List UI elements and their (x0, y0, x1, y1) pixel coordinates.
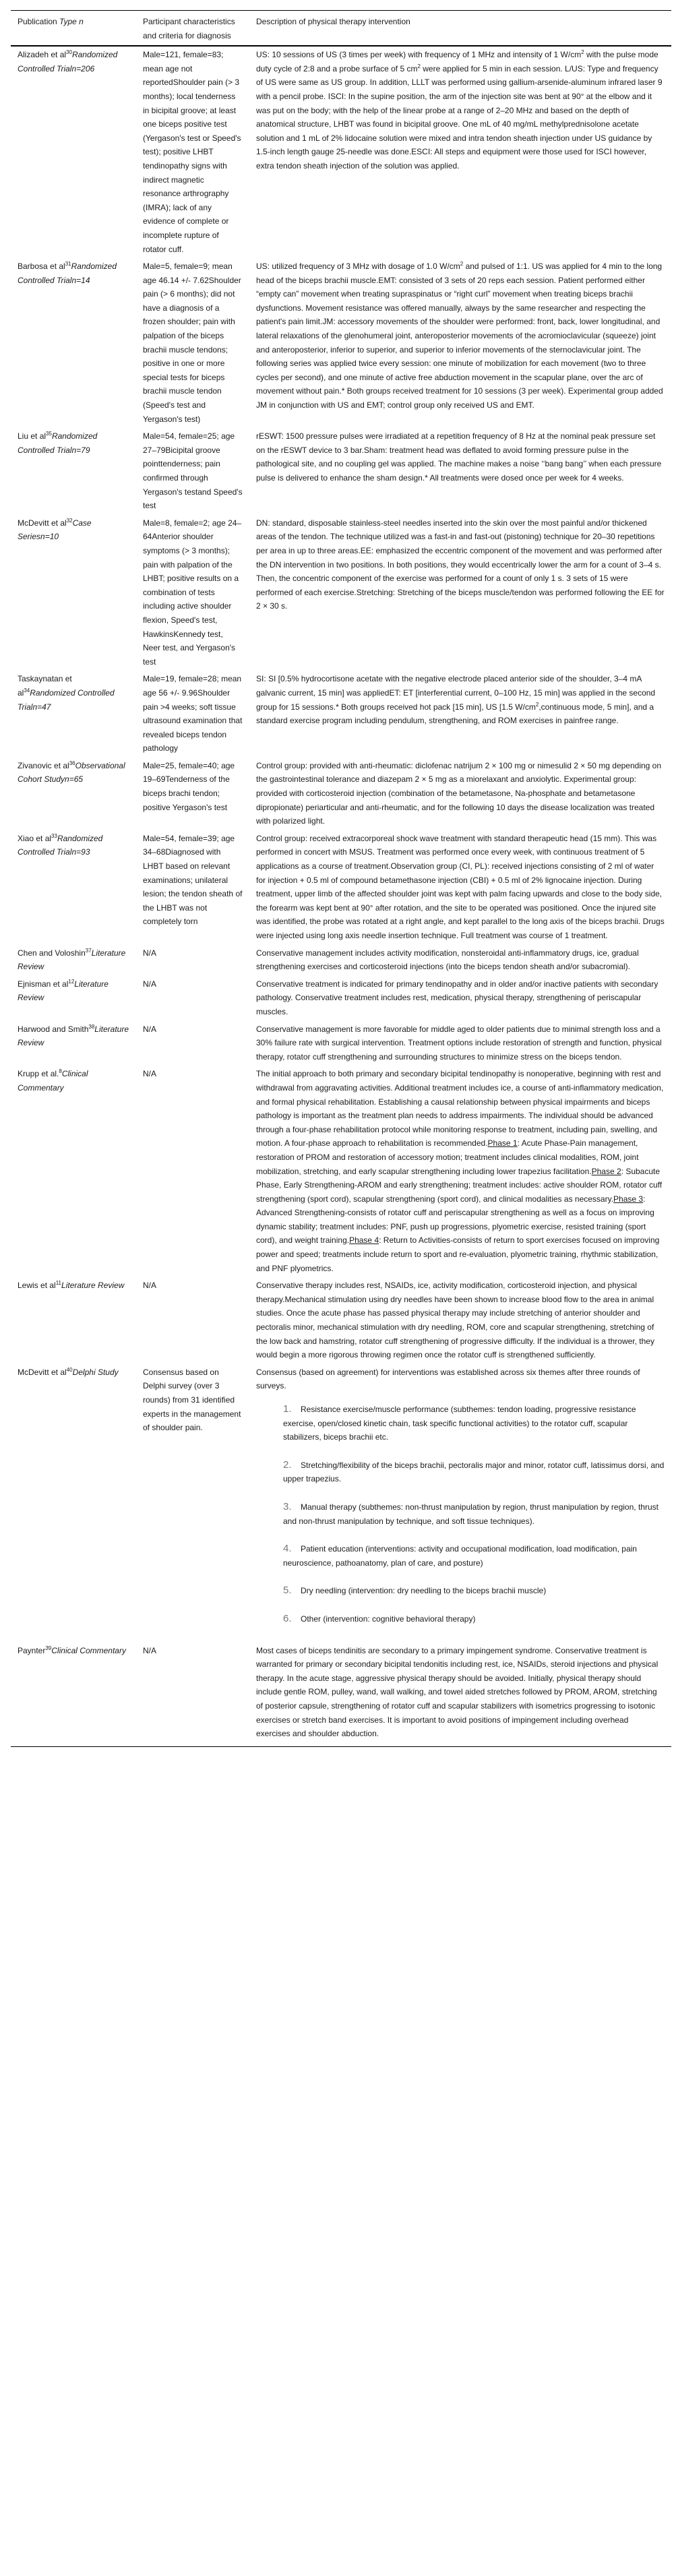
participant-characteristics-cell: N/A (143, 948, 157, 958)
publication-type-text: Literature Review (18, 1024, 129, 1048)
table-row (11, 1643, 671, 1747)
publication-cell (11, 428, 136, 515)
table-row (11, 830, 671, 945)
text-segment: : Advanced Strengthening-consists of rotator cuff and periscapular strengthening as well as a focus on improving dynamic stability; treatment includes: PNF, push up progressions, plyometric exercise, resisted training (sport cord), and weight training. (256, 1194, 654, 1246)
citation-superscript: 37 (85, 947, 92, 954)
intervention-description-cell (249, 428, 671, 515)
publication-type-text: Randomized Controlled Trialn=14 (18, 262, 117, 285)
participant-characteristics-cell: N/A (143, 979, 157, 989)
intervention-description-cell (249, 945, 671, 976)
list-item (283, 1584, 665, 1598)
participant-characteristics-cell: Male=19, female=28; mean age 56 +/- 9.96Shoulder pain >4 weeks; soft tissue ultrasound examination that revealed biceps tendon pathology (143, 674, 243, 754)
text-segment: were applied for 5 min in each session. L/US: Type and frequency of US were same as US group. In addition, LLLT was performed using gallium-arsenide-aluminum infrared laser 9 with a pencil probe. ISCI: In the supine position, the arm of the injection site was bent at 90° at the elbow and it was put on the body; with the help of the linear probe at a range of 2–20 MHz and based on the depth of anatomical structure, LHBT was found in bicipital groove. One mL of 40 mg/mL methylprednisolone acetate solution and 1 mL of 2% lidocaine solution were mixed and intra tendon sheath injection under US guidance by 1.5-inch length gauge 25-needle was done.ESCI: All steps and equipment were those used for ISCI however, extra tendon sheath injection of the solution was applied. (256, 63, 663, 171)
text-segment: McDevitt et al (18, 1367, 67, 1377)
text-segment: US: 10 sessions of US (3 times per week) with frequency of 1 MHz and intensity of 1 W/cm (256, 50, 582, 60)
publication-cell (11, 515, 136, 671)
intervention-description-cell (249, 515, 671, 671)
citation-superscript: 8 (59, 1068, 62, 1075)
citation-superscript: 2 (460, 261, 464, 268)
citation-superscript: 38 (88, 1023, 95, 1030)
intervention-description-cell (249, 758, 671, 830)
intervention-description-cell (249, 976, 671, 1021)
text-segment: ,continuous mode, 5 min], and a standard exercise program including pendulum, strengthening, and ROM exercises in painfree range. (256, 702, 654, 726)
text-segment: Conservative therapy includes rest, NSAIDs, ice, activity modification, corticosteroid injection, and physical therapy.Mechanical stimulation using dry needles have been shown to increase blood flow to the area in animal studies. Once the acute phase has passed physical therapy may include stretching of anterior shoulder and pectoralis minor, mechanical stimulation with dry needling, ROM, core and scapular strengthening, stretching of the low back and hamstring, rotator cuff strengthening of progressive difficulty. If the individual is a thrower, they would begin a more rigorous throwing regimen once the rotator cuff is strengthened sufficiently. (256, 1281, 654, 1360)
phase-label: Phase 1 (487, 1138, 518, 1148)
publication-cell (11, 258, 136, 428)
intervention-description-cell (249, 1643, 671, 1747)
text-segment: Xiao et al (18, 833, 52, 843)
list-number: 6. (283, 1612, 292, 1624)
citation-superscript: 40 (66, 1366, 73, 1373)
publication-type-text: Type n (59, 17, 84, 26)
participant-characteristics-cell: Male=5, female=9; mean age 46.14 +/- 7.62Shoulder pain (> 6 months); did not have a diagnosis of a frozen shoulder; pain with palpation of the biceps brachii muscle tendons; positive in one or more special tests for biceps brachii muscle tendon (Speed's test and Yergason's test) (143, 262, 241, 424)
participant-characteristics-cell: N/A (143, 1281, 157, 1291)
text-segment: : Acute Phase-Pain management, restoration of PROM and restoration of accessory motion; treatment includes clinical modalities, ROM, joint mobilization, stretching, and early scapular strengthening including lower trapezius facilitation. (256, 1138, 639, 1176)
text-segment: and pulsed of 1:1. US was applied for 4 min to the long head of the biceps brachii muscle.EMT: consisted of 3 sets of 20 reps each session. Patient performed either “empty can” movement when treating supraspinatus or “right curl” movement when treating biceps brachii dysfunctions. Movement resistance was offered manually, always by the same researcher and respecting the patient's pain limit.JM: accessory movements of the shoulder were performed: front, back, lower longitudinal, and lateral relaxations of the glenohumeral joint, anteroposterior movements of the acromioclavicular (squeeze) joint and anteroposterior, inferior to superior, and superior to inferior movements of the sternoclavicular joint. The following series was applied twice every session: one minute of mobilization for each movement (two to three cycles per second), and one minute of active free abduction movement in the scapular plane, over the arc of movement without pain.* Both groups received treatment for 10 sessions (3 per week). Experimental group added JM in conjunction with US and EMT; control group only received US and EMT. (256, 262, 663, 410)
publication-cell (11, 830, 136, 945)
text-segment: DN: standard, disposable stainless-steel needles inserted into the skin over the most painful and/or thickened areas of the tendon. The technique utilized was a fast-in and fast-out (pistoning) technique for 20–30 repetitions per area in up to three areas.EE: emphasized the eccentric component of the movement and was performed after the DN intervention in two positions. In both positions, they would eccentrically lower the arm for a count of 3–4 s. Then, the concentric component of the exercise was performed for a count of only 1 s. 3 sets of 15 were performed of each exercise.Stretching: Stretching of the biceps muscle/tendon was performed following the EE for 2 × 30 s. (256, 518, 665, 611)
publication-type-text: Clinical Commentary (51, 1645, 126, 1655)
list-item (283, 1459, 665, 1486)
text-segment: Barbosa et al (18, 262, 65, 272)
text-segment: Control group: received extracorporeal shock wave treatment with standard therapeutic head (15 mm). This was performed in concert with MSUS. Treatment was performed once every week, with continuous treatment of 5 applications as a course of treatment.Observation group (CI, PL): received injections consisting of 2 ml of water for injection + 0.5 ml of compound betamethasone injection (CBI) + 0.5 ml of 2% lignocaine injection. During treatment, upper limb of the affected shoulder joint was kept with palm facing upwards and close to the body side, the forearm was kept bent at 90° after rotation, and the site to be operated was positioned. Once the injured site was identified, the probe was rotated at a right angle, and kept parallel to the long axis of the biceps brachii. Drugs were injected using long axis needle insertion technique. Full treatment was course of 1 treatment. (256, 833, 665, 940)
intervention-description-cell (249, 46, 671, 258)
text-segment: Conservative treatment is indicated for primary tendinopathy and in older and/or inactive patients with secondary pathology. Conservative treatment includes rest, medication, physical therapy, strengthening of periscapular muscles. (256, 979, 658, 1016)
publication-type-text: Delphi Study (72, 1367, 119, 1377)
intervention-description-cell (249, 830, 671, 945)
participant-characteristics-cell: Consensus based on Delphi survey (over 3 rounds) from 31 identified experts in the management of shoulder pain. (143, 1367, 241, 1433)
table-row (11, 515, 671, 671)
publication-cell (11, 1364, 136, 1643)
intervention-description-cell (249, 1364, 671, 1643)
text-segment: Conservative management is more favorable for middle aged to older patients due to minimal strength loss and a 30% failure rate with surgical intervention. Treatment options include restoration of strength and function, physical therapy, rotator cuff strengthening and surrounding structures to minimize stress on the biceps tendon. (256, 1024, 662, 1062)
participant-characteristics-cell: Male=54, female=25; age 27–79Bicipital groove pointtenderness; pain confirmed through Yergason's testand Speed's test (143, 431, 243, 511)
publication-cell (11, 1066, 136, 1277)
text-segment: Consensus (based on agreement) for interventions was established across six themes after three rounds of surveys. (256, 1367, 640, 1391)
publication-type-text: Randomized Controlled Trialn=47 (18, 687, 115, 712)
publication-cell (11, 1277, 136, 1364)
text-segment: : Subacute Phase, Early Strengthening-AROM and early strengthening; treatment includes: active shoulder ROM, rotator cuff strengthening (sport cord), scapular strengthening (sport cord), and clinical modalities as necessary. (256, 1166, 663, 1204)
intervention-description-cell (249, 258, 671, 428)
list-item-text: Dry needling (intervention: dry needling to the biceps brachii muscle) (301, 1586, 547, 1596)
table-row (11, 258, 671, 428)
text-segment: Krupp et al. (18, 1069, 59, 1079)
citation-superscript: 2 (417, 63, 421, 69)
text-segment: Paynter (18, 1645, 46, 1655)
text-segment: : Return to Activities-consists of return to sport exercises focused on improving power and speed; treatments include return to sport and re-evaluation, plyometric training, rhythmic stabilization, and PNF plyometrics. (256, 1235, 660, 1273)
publication-type-text: Literature Review (18, 979, 109, 1003)
publication-cell (11, 1021, 136, 1066)
header-publication-type (11, 11, 136, 47)
table-row (11, 1021, 671, 1066)
phase-label: Phase 4 (349, 1235, 379, 1246)
citation-superscript: 35 (46, 431, 52, 437)
publication-cell (11, 758, 136, 830)
citation-superscript: 12 (68, 978, 75, 985)
text-segment: Taskaynatan et al (18, 674, 72, 698)
participant-characteristics-cell: Male=54, female=39; age 34–68Diagnosed with LHBT based on relevant examinations; unilateral lesion; the tendon sheath of the LHBT was not completely torn (143, 833, 243, 927)
list-number: 5. (283, 1585, 292, 1597)
citation-superscript: 36 (69, 760, 75, 766)
publication-cell (11, 976, 136, 1021)
table-row (11, 945, 671, 976)
citation-superscript: 30 (66, 49, 72, 56)
text-segment: Alizadeh et al (18, 50, 67, 60)
text-segment: Conservative management includes activity modification, nonsteroidal anti-inflammatory drugs, ice, gradual strengthening exercises and corticosteroid injections (into the biceps tendon sheath and/or subacromial). (256, 948, 639, 972)
text-segment: Zivanovic et al (18, 760, 69, 770)
publication-cell (11, 1643, 136, 1747)
list-number: 2. (283, 1459, 292, 1471)
publication-type-text: Literature Review (18, 948, 126, 972)
participant-characteristics-cell: N/A (143, 1024, 157, 1034)
citation-superscript: 2 (581, 49, 584, 56)
text-segment: Description of physical therapy intervention (256, 17, 410, 26)
text-segment: Ejnisman et al (18, 979, 69, 989)
participant-characteristics-cell: Male=8, female=2; age 24–64Anterior shoulder symptoms (> 3 months); pain with palpation of the LHBT; positive results on a combination of tests including active shoulder flexion, Speed's test, HawkinsKennedy test, Neer test, and Yergason's test (143, 518, 242, 667)
citation-superscript: 34 (24, 687, 30, 694)
list-item-text: Other (intervention: cognitive behavioral therapy) (301, 1614, 476, 1624)
text-segment: Control group: provided with anti-rheumatic: diclofenac natrijum 2 × 100 mg or nimesulid 2 × 50 mg depending on the gastrointestinal tolerance and diazepam 2 × 5 mg as a miorelaxant and anxiolytic. Experimental group: provided with corticosteroid injection (combination of the betametasone, Na-phosphate and betametasone dipropionate) periarticular and anti-rheumatic, and for the following 10 days the disease localization was treated with polarized light. (256, 760, 662, 826)
table-row (11, 46, 671, 258)
table-row (11, 976, 671, 1021)
citation-superscript: 32 (66, 517, 73, 524)
phase-label: Phase 2 (591, 1166, 621, 1176)
citation-superscript: 39 (45, 1645, 52, 1651)
table-row (11, 428, 671, 515)
text-segment: Lewis et al (18, 1281, 56, 1291)
list-item (283, 1542, 665, 1570)
list-item-text: Patient education (interventions: activity and occupational modification, load modification, pain neuroscience, pathoanatomy, plan of care, and posture) (283, 1544, 637, 1568)
list-number: 1. (283, 1403, 292, 1415)
text-segment: Harwood and Smith (18, 1024, 89, 1034)
physical-therapy-interventions-table (11, 10, 671, 1747)
publication-type-text: Clinical Commentary (18, 1069, 88, 1093)
text-segment: US: utilized frequency of 3 MHz with dosage of 1.0 W/cm (256, 262, 460, 272)
text-segment: The initial approach to both primary and secondary bicipital tendinopathy is nonoperative, beginning with rest and withdrawal from aggravating activities. Additional treatment includes ice, a course of anti-inflammatory medication, and formal physical rehabilitation. Establishing a causal relationship between physical impairments and biceps pathology is important as the treatment plan needs to address impairments. The individual should be advanced through a four-phase rehabilitation protocol while monitoring response to treatment, including pain, swelling, and motion. A four-phase approach to rehabilitation is recommended. (256, 1069, 664, 1148)
list-item-text: Manual therapy (subthemes: non-thrust manipulation by region, thrust manipulation by region, thrust and non-thrust manipulation by technique, and soft tissue techniques). (283, 1502, 658, 1526)
table-row (11, 1364, 671, 1643)
text-segment: McDevitt et al (18, 518, 67, 528)
consensus-themes-list (256, 1403, 665, 1626)
list-number: 4. (283, 1543, 292, 1555)
publication-type-text: Case Seriesn=10 (18, 518, 92, 542)
intervention-description-cell (249, 1066, 671, 1277)
participant-characteristics-cell: Male=121, female=83; mean age not reportedShoulder pain (> 3 months); local tenderness in bicipital groove; at least one biceps positive test (Yergason's test or Speed's test); positive LHBT tendinopathy signs with indirect magnetic resonance arthrography (IMRA); lack of any evidence of complete or incomplete rupture of rotator cuff. (143, 50, 241, 254)
table-row (11, 1066, 671, 1277)
text-segment: Liu et al (18, 431, 47, 441)
publication-cell (11, 945, 136, 976)
header-row (11, 11, 671, 47)
intervention-description-cell (249, 1277, 671, 1364)
publication-type-text: Literature Review (61, 1281, 125, 1291)
participant-characteristics-cell: Male=25, female=40; age 19–69Tenderness of the biceps brachi tendon; positive Yergason's test (143, 760, 235, 812)
header-intervention-description (249, 11, 671, 47)
list-item (283, 1403, 665, 1444)
phase-label: Phase 3 (613, 1194, 644, 1204)
table-header (11, 11, 671, 47)
text-segment: rESWT: 1500 pressure pulses were irradiated at a repetition frequency of 8 Hz at the nominal peak pressure set on the rESWT device to 3 bar.Sham: treatment head was deflated to avoid forming pressure pulse in the pathological site, and no coupling gel was applied. The machine makes a noise ‘‘bang bang’’ when each pressure pulse is delivered to enhance the sham design.* All treatments were dosed once per week for 4 weeks. (256, 431, 662, 483)
table-body (11, 46, 671, 1746)
publication-type-text: Randomized Controlled Trialn=206 (18, 50, 118, 73)
table-row (11, 758, 671, 830)
participant-characteristics-cell: N/A (143, 1645, 157, 1655)
citation-superscript: 2 (535, 701, 539, 708)
list-number: 3. (283, 1500, 292, 1512)
citation-superscript: 11 (55, 1280, 62, 1287)
list-item (283, 1612, 665, 1626)
header-participant-characteristics (136, 11, 249, 47)
participant-characteristics-cell: N/A (143, 1069, 157, 1079)
table-row (11, 1277, 671, 1364)
publication-type-text: Randomized Controlled Trialn=79 (18, 431, 98, 455)
list-item-text: Stretching/flexibility of the biceps brachii, pectoralis major and minor, rotator cuff, latissimus dorsi, and upper trapezius. (283, 1460, 665, 1484)
text-segment: Publication (18, 17, 60, 26)
list-item (283, 1500, 665, 1528)
list-item-text: Resistance exercise/muscle performance (subthemes: tendon loading, progressive resistance exercise, open/closed kinetic chain, task specific functional activities) to the rotator cuff, scapular stabilizers, biceps brachii etc. (283, 1405, 636, 1442)
text-segment: with the pulse mode duty cycle of 2:8 and a probe surface of 5 cm (256, 50, 658, 73)
text-segment: SI: SI [0.5% hydrocortisone acetate with the negative electrode placed anterior side of the shoulder, 3–4 mA galvanic current, 15 min] was appliedET: ET [interferential current, 0–100 Hz, 15 min] was applied in the second group for 15 sessions.* Both groups received hot pack [15 min], US [1.5 W/cm (256, 674, 656, 712)
intervention-description-cell (249, 671, 671, 758)
intervention-description-cell (249, 1021, 671, 1066)
citation-superscript: 33 (51, 832, 57, 839)
table-row (11, 671, 671, 758)
text-segment: Participant characteristics and criteria for diagnosis (143, 17, 235, 40)
publication-cell (11, 46, 136, 258)
text-segment: Most cases of biceps tendinitis are secondary to a primary impingement syndrome. Conservative treatment is warranted for primary or secondary bicipital tendonitis including rest, ice, NSAIDs, steroid injections and physical therapy. In the acute stage, aggressive physical therapy should be avoided. Initially, physical therapy should include gentle ROM, pulley, wand, wall walking, and towel aided stretches followed by PROM, AROM, stretching of posterior capsule, strengthening of rotator cuff and scapular stabilizers with isometrics progressing to isotonic exercises or stretch band exercises. It is important to avoid positions of impingement including overhead exercises and shoulder abduction. (256, 1645, 658, 1739)
text-segment: Chen and Voloshin (18, 948, 86, 958)
publication-cell (11, 671, 136, 758)
publication-type-text: Observational Cohort Studyn=65 (18, 760, 125, 785)
citation-superscript: 31 (65, 261, 71, 268)
publication-type-text: Randomized Controlled Trialn=93 (18, 833, 103, 857)
